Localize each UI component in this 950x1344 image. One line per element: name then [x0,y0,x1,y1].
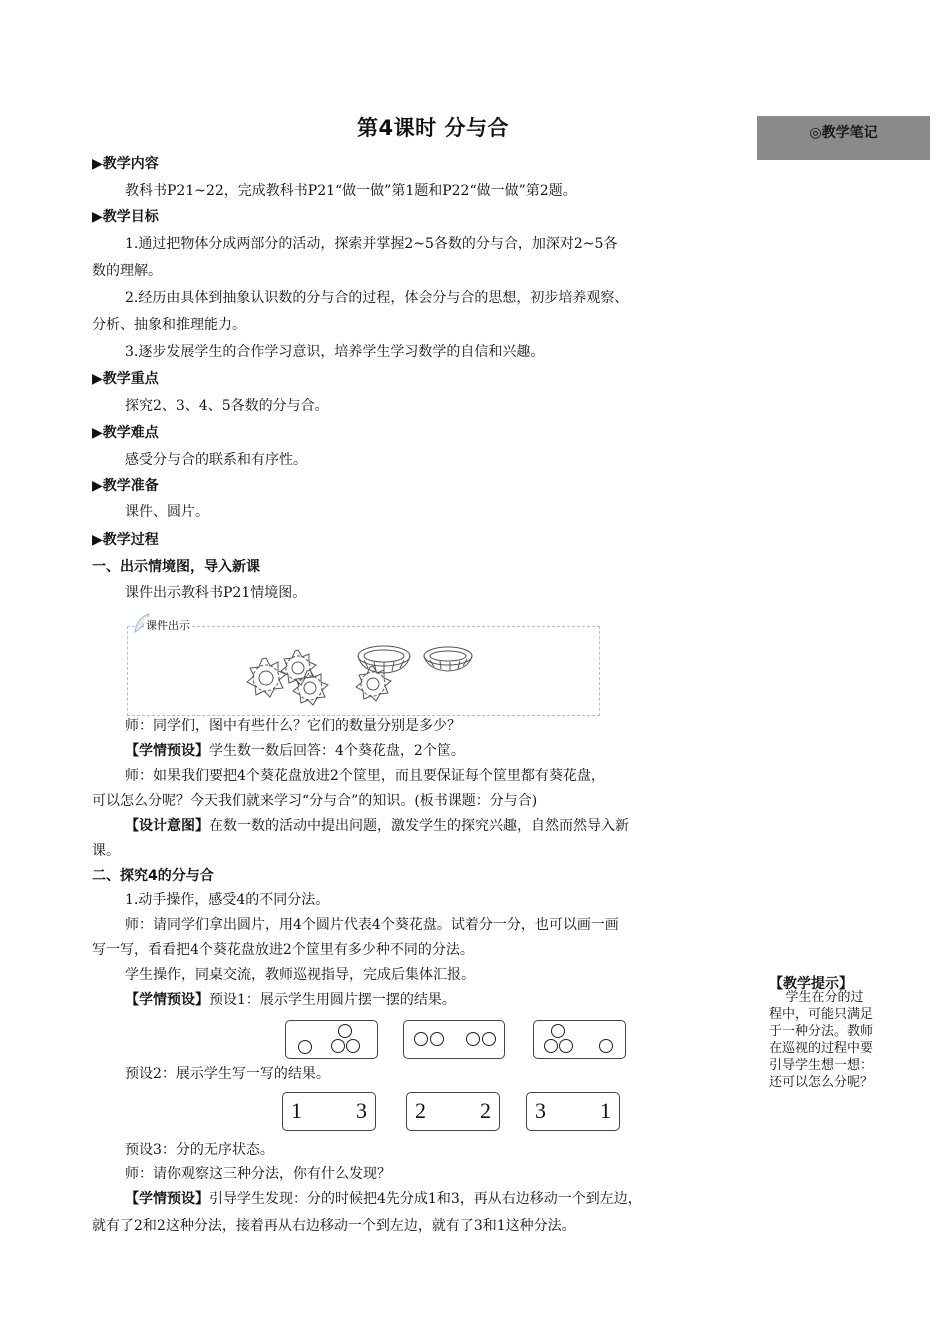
paragraph [125,741,765,761]
courseware-label: 课件出示 [146,619,190,632]
number-right: 1 [600,1098,611,1123]
preset-tag: 【学情预设】 [125,992,209,1008]
number-right: 2 [480,1098,491,1123]
paragraph [125,816,765,836]
paragraph: 2.经历由具体到抽象认识数的分与合的过程，体会分与合的思想，初步培养观察、 [125,290,629,306]
teaching-tip-title: 【教学提示】 [769,976,853,992]
paragraph: 1.动手操作，感受4的不同分法。 [125,892,330,908]
page-title: 第4课时 分与合 [357,116,509,140]
circle-counter [599,1039,613,1053]
number-left: 2 [415,1098,426,1123]
circle-box-2-2 [403,1020,505,1059]
paragraph: 分析、抽象和推理能力。 [92,317,246,333]
section-heading: ▶教学内容 [92,156,159,172]
paragraph: 可以怎么分呢？今天我们就来学习“分与合”的知识。(板书课题：分与合) [92,793,538,809]
part-heading: 一、出示情境图，导入新课 [92,559,260,575]
number-box [526,1092,620,1131]
paragraph: 学生操作，同桌交流，教师巡视指导，完成后集体汇报。 [125,967,475,983]
design-tag: 【设计意图】 [125,818,209,834]
paragraph: 就有了2和2这种分法，接着再从右边移动一个到左边，就有了3和1这种分法。 [92,1218,576,1234]
paragraph: 课件、圆片。 [125,504,209,520]
number-left: 1 [291,1098,302,1123]
circle-counter [551,1024,565,1038]
paragraph: 数的理解。 [92,263,162,279]
preset-text: 预设1：展示学生用圆片摆一摆的结果。 [209,992,456,1008]
number-left: 3 [535,1098,546,1123]
circle-box-3-1 [533,1020,626,1059]
number-right: 3 [356,1098,367,1123]
paragraph: 课。 [92,843,120,859]
paragraph: 感受分与合的联系和有序性。 [125,452,307,468]
circle-counter [544,1039,558,1053]
section-heading: ▶教学过程 [92,532,159,548]
paragraph: 3.逐步发展学生的合作学习意识，培养学生学习数学的自信和兴趣。 [125,344,545,360]
part-heading: 二、探究4的分与合 [92,868,214,884]
circle-counter [338,1024,352,1038]
paragraph: 师：同学们，图中有些什么？它们的数量分别是多少？ [125,718,461,734]
paragraph: 探究2、3、4、5各数的分与合。 [125,398,329,414]
section-heading: ▶教学准备 [92,478,159,494]
teaching-tip-body: 学生在分的过 程中，可能只满足 于一种分法。教师 在巡视的过程中要 引导学生想一想： 还可以怎么分呢？ [769,990,874,1090]
circle-counter [559,1039,573,1053]
preset-text: 学生数一数后回答：4个葵花盘，2个筐。 [209,743,465,759]
paragraph: 师：请同学们拿出圆片，用4个圆片代表4个葵花盘。试着分一分，也可以画一画 [125,917,619,933]
design-text: 在数一数的活动中提出问题，激发学生的探究兴趣，自然而然导入新 [209,818,629,834]
section-heading: ▶教学目标 [92,209,159,225]
paragraph: 1.通过把物体分成两部分的活动，探索并掌握2~5各数的分与合，加深对2~5各 [125,236,618,252]
paragraph: 预设3：分的无序状态。 [125,1142,274,1158]
sunflower-basket-illustration [238,636,518,706]
paragraph: 写一写，看看把4个葵花盘放进2个筐里有多少种不同的分法。 [92,942,474,958]
preset-text: 引导学生发现：分的时候把4先分成1和3，再从右边移动一个到左边， [209,1191,642,1207]
paragraph: 教科书P21~22，完成教科书P21“做一做”第1题和P22“做一做”第2题。 [125,183,577,199]
paragraph [125,1189,765,1209]
circle-counter [414,1032,428,1046]
circle-counter [482,1032,496,1046]
paragraph: 师：如果我们要把4个葵花盘放进2个筐里，而且要保证每个筐里都有葵花盘， [125,768,605,784]
preset-tag: 【学情预设】 [125,1191,209,1207]
number-box [282,1092,376,1131]
circle-counter [430,1032,444,1046]
circle-counter [466,1032,480,1046]
circle-box-1-3 [285,1020,378,1059]
paragraph: 师：请你观察这三种分法，你有什么发现？ [125,1166,391,1182]
number-box [406,1092,500,1131]
paragraph [125,990,765,1010]
section-heading: ▶教学难点 [92,425,159,441]
paragraph: 预设2：展示学生写一写的结果。 [125,1066,330,1082]
preset-tag: 【学情预设】 [125,743,209,759]
circle-counter [331,1039,345,1053]
paragraph: 课件出示教科书P21情境图。 [125,585,307,601]
circle-counter [346,1039,360,1053]
section-heading: ▶教学重点 [92,371,159,387]
notes-tab: ◎教学笔记 [757,116,930,160]
circle-counter [298,1040,312,1054]
